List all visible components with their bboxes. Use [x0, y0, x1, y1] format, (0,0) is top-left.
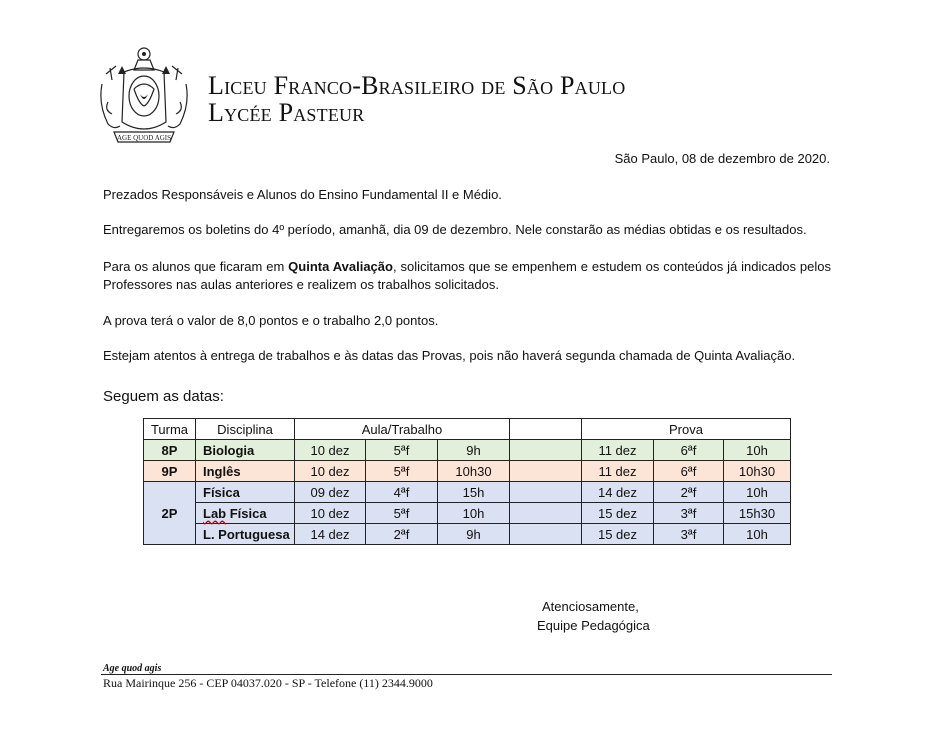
- cell-disciplina: Biologia: [196, 440, 295, 461]
- cell-prova-day: 3ªf: [654, 503, 724, 524]
- cell-prova-date: 15 dez: [582, 524, 654, 545]
- cell-blank: [510, 524, 582, 545]
- cell-aula-date: 14 dez: [295, 524, 366, 545]
- school-name-line2: Lycée Pasteur: [208, 98, 365, 127]
- cell-prova-date: 15 dez: [582, 503, 654, 524]
- cell-prova-time: 10h30: [724, 461, 791, 482]
- cell-aula-day: 2ªf: [366, 524, 438, 545]
- letterhead: [94, 44, 714, 154]
- table-row: [144, 503, 791, 524]
- header-prova: Prova: [582, 419, 791, 440]
- cell-aula-day: 5ªf: [366, 503, 438, 524]
- cell-aula-day: 4ªf: [366, 482, 438, 503]
- closing-team: Equipe Pedagógica: [537, 618, 650, 633]
- deadlines-paragraph: Estejam atentos à entrega de trabalhos e às datas das Provas, pois não haverá segunda chamada de Quinta Avaliação.: [103, 348, 796, 363]
- table-row: [144, 440, 791, 461]
- cell-blank: [510, 482, 582, 503]
- cell-prova-time: 10h: [724, 440, 791, 461]
- header-turma: Turma: [144, 419, 196, 440]
- table-row: [144, 482, 791, 503]
- cell-disciplina: Inglês: [196, 461, 295, 482]
- cell-prova-time: 15h30: [724, 503, 791, 524]
- cell-aula-time: 10h30: [438, 461, 510, 482]
- p3-bold-term: Quinta Avaliação: [288, 259, 393, 274]
- closing-signature: [537, 597, 650, 635]
- schedule-table: [143, 418, 791, 545]
- cell-prova-day: 6ªf: [654, 440, 724, 461]
- cell-prova-time: 10h: [724, 524, 791, 545]
- cell-aula-date: 10 dez: [295, 503, 366, 524]
- cell-turma: 2P: [144, 482, 196, 545]
- letter-date: São Paulo, 08 de dezembro de 2020.: [614, 151, 830, 166]
- footer-divider: [101, 674, 832, 675]
- cell-disciplina: [196, 503, 295, 524]
- cell-aula-date: 10 dez: [295, 440, 366, 461]
- cell-turma: 9P: [144, 461, 196, 482]
- greeting-paragraph: Prezados Responsáveis e Alunos do Ensino Fundamental II e Médio.: [103, 187, 502, 202]
- cell-aula-time: 9h: [438, 440, 510, 461]
- header-disciplina: Disciplina: [196, 419, 295, 440]
- disciplina-rest: Física: [226, 505, 267, 521]
- school-name-line1: Liceu Franco-Brasileiro de São Paulo: [208, 71, 626, 100]
- school-name: [208, 72, 625, 126]
- cell-blank: [510, 440, 582, 461]
- cell-prova-time: 10h: [724, 482, 791, 503]
- footer-motto: Age quod agis: [103, 663, 162, 674]
- cell-aula-day: 5ªf: [366, 461, 438, 482]
- p3-text-after: , solicitamos que se empenhem e estudem os conteúdos já indicados pelos Professores nas aulas anteriores e realizem os trabalhos solicitados.: [103, 259, 831, 292]
- cell-aula-time: 15h: [438, 482, 510, 503]
- cell-prova-date: 11 dez: [582, 461, 654, 482]
- table-row: [144, 461, 791, 482]
- report-cards-paragraph: Entregaremos os boletins do 4º período, amanhã, dia 09 de dezembro. Nele constarão as médias obtidas e os resultados.: [103, 222, 807, 237]
- school-crest-logo: [94, 44, 194, 150]
- header-aula-trabalho: Aula/Trabalho: [295, 419, 510, 440]
- cell-prova-day: 2ªf: [654, 482, 724, 503]
- dates-intro: Seguem as datas:: [103, 388, 224, 405]
- cell-blank: [510, 503, 582, 524]
- p3-text-before: Para os alunos que ficaram em: [103, 259, 289, 274]
- table-row: [144, 524, 791, 545]
- footer-address: Rua Mairinque 256 - CEP 04037.020 - SP - Telefone (11) 2344.9000: [103, 676, 433, 690]
- cell-prova-day: 3ªf: [654, 524, 724, 545]
- cell-aula-date: 10 dez: [295, 461, 366, 482]
- cell-prova-date: 14 dez: [582, 482, 654, 503]
- crest-motto: AGE QUOD AGIS: [116, 134, 172, 142]
- cell-turma: 8P: [144, 440, 196, 461]
- cell-blank: [510, 461, 582, 482]
- cell-prova-day: 6ªf: [654, 461, 724, 482]
- cell-disciplina: Física: [196, 482, 295, 503]
- fifth-evaluation-paragraph: [103, 258, 831, 294]
- cell-aula-day: 5ªf: [366, 440, 438, 461]
- spellcheck-word: Lab: [203, 505, 227, 521]
- grading-paragraph: A prova terá o valor de 8,0 pontos e o trabalho 2,0 pontos.: [103, 313, 439, 328]
- cell-aula-time: 9h: [438, 524, 510, 545]
- closing-salutation: Atenciosamente,: [542, 599, 639, 614]
- cell-aula-date: 09 dez: [295, 482, 366, 503]
- cell-disciplina: L. Portuguesa: [196, 524, 295, 545]
- cell-aula-time: 10h: [438, 503, 510, 524]
- table-header-row: [144, 419, 791, 440]
- header-blank: [510, 419, 582, 440]
- cell-prova-date: 11 dez: [582, 440, 654, 461]
